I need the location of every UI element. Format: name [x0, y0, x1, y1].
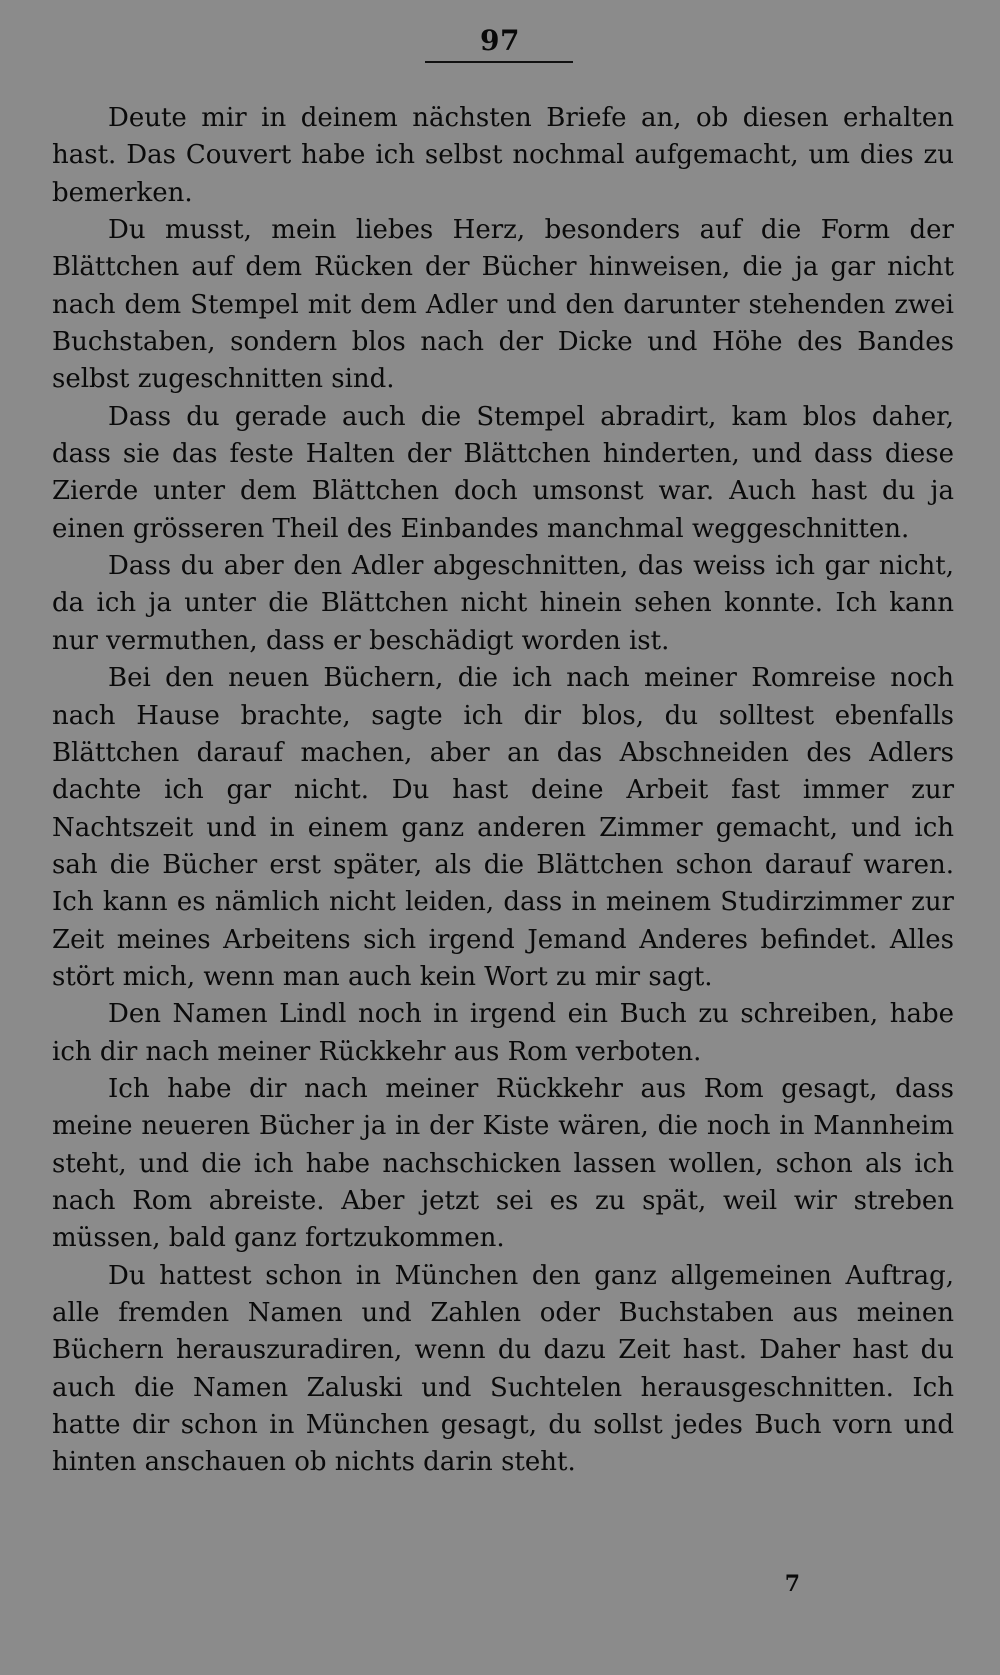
body-text: [52, 100, 954, 1482]
paragraph: Dass du gerade auch die Stempel abradirt, kam blos daher, dass sie das feste Halten der Blättchen hinderten, und dass diese Zierde unter dem Blättchen doch umsonst war. Auch hast du ja einen grösseren Theil des Einbandes manchmal weggeschnitten.: [52, 401, 954, 544]
paragraph: Den Namen Lindl noch in irgend ein Buch zu schreiben, habe ich dir nach meiner Rückkehr aus Rom verboten.: [52, 999, 954, 1067]
paragraph: Dass du aber den Adler abgeschnitten, das weiss ich gar nicht, da ich ja unter die Blättchen nicht hinein sehen konnte. Ich kann nur vermuthen, dass er beschädigt worden ist.: [52, 551, 954, 656]
paragraph: Du hattest schon in München den ganz allgemeinen Auftrag, alle fremden Namen und Zahlen oder Buchstaben aus meinen Büchern herauszuradiren, wenn du dazu Zeit hast. Daher hast du auch die Namen Zaluski und Suchtelen herausgeschnitten. Ich hatte dir schon in München gesagt, du sollst jedes Buch vorn und hinten anschauen ob nichts darin steht.: [52, 1260, 954, 1478]
paragraph: Du musst, mein liebes Herz, besonders auf die Form der Blättchen auf dem Rücken der Bücher hinweisen, die ja gar nicht nach dem Stempel mit dem Adler und den darunter stehenden zwei Buchstaben, sondern blos nach der Dicke und Höhe des Bandes selbst zugeschnitten sind.: [52, 215, 954, 395]
signature-mark: 7: [784, 1571, 800, 1597]
paragraph: Deute mir in deinem nächsten Briefe an, ob diesen erhalten hast. Das Couvert habe ich selbst nochmal aufgemacht, um dies zu bemerken.: [52, 103, 954, 208]
paragraph: Ich habe dir nach meiner Rückkehr aus Rom gesagt, dass meine neueren Bücher ja in der Kiste wären, die noch in Mannheim steht, und die ich habe nachschicken lassen wollen, schon als ich nach Rom abreiste. Aber jetzt sei es zu spät, weil wir streben müssen, bald ganz fortzukommen.: [52, 1073, 954, 1254]
page-number-rule: [425, 61, 573, 63]
page-number: 97: [480, 24, 520, 57]
paragraph: Bei den neuen Büchern, die ich nach meiner Romreise noch nach Hause brachte, sagte ich dir blos, du solltest ebenfalls Blättchen darauf machen, aber an das Abschneiden des Adlers dachte ich gar nicht. Du hast deine Arbeit fast immer zur Nachtszeit und in einem ganz anderen Zimmer gemacht, und ich sah die Bücher erst später, als die Blättchen schon darauf waren. Ich kann es nämlich nicht leiden, dass in meinem Studirzimmer zur Zeit meines Arbeitens sich irgend Jemand Anderes befindet. Alles stört mich, wenn man auch kein Wort zu mir sagt.: [52, 663, 954, 992]
